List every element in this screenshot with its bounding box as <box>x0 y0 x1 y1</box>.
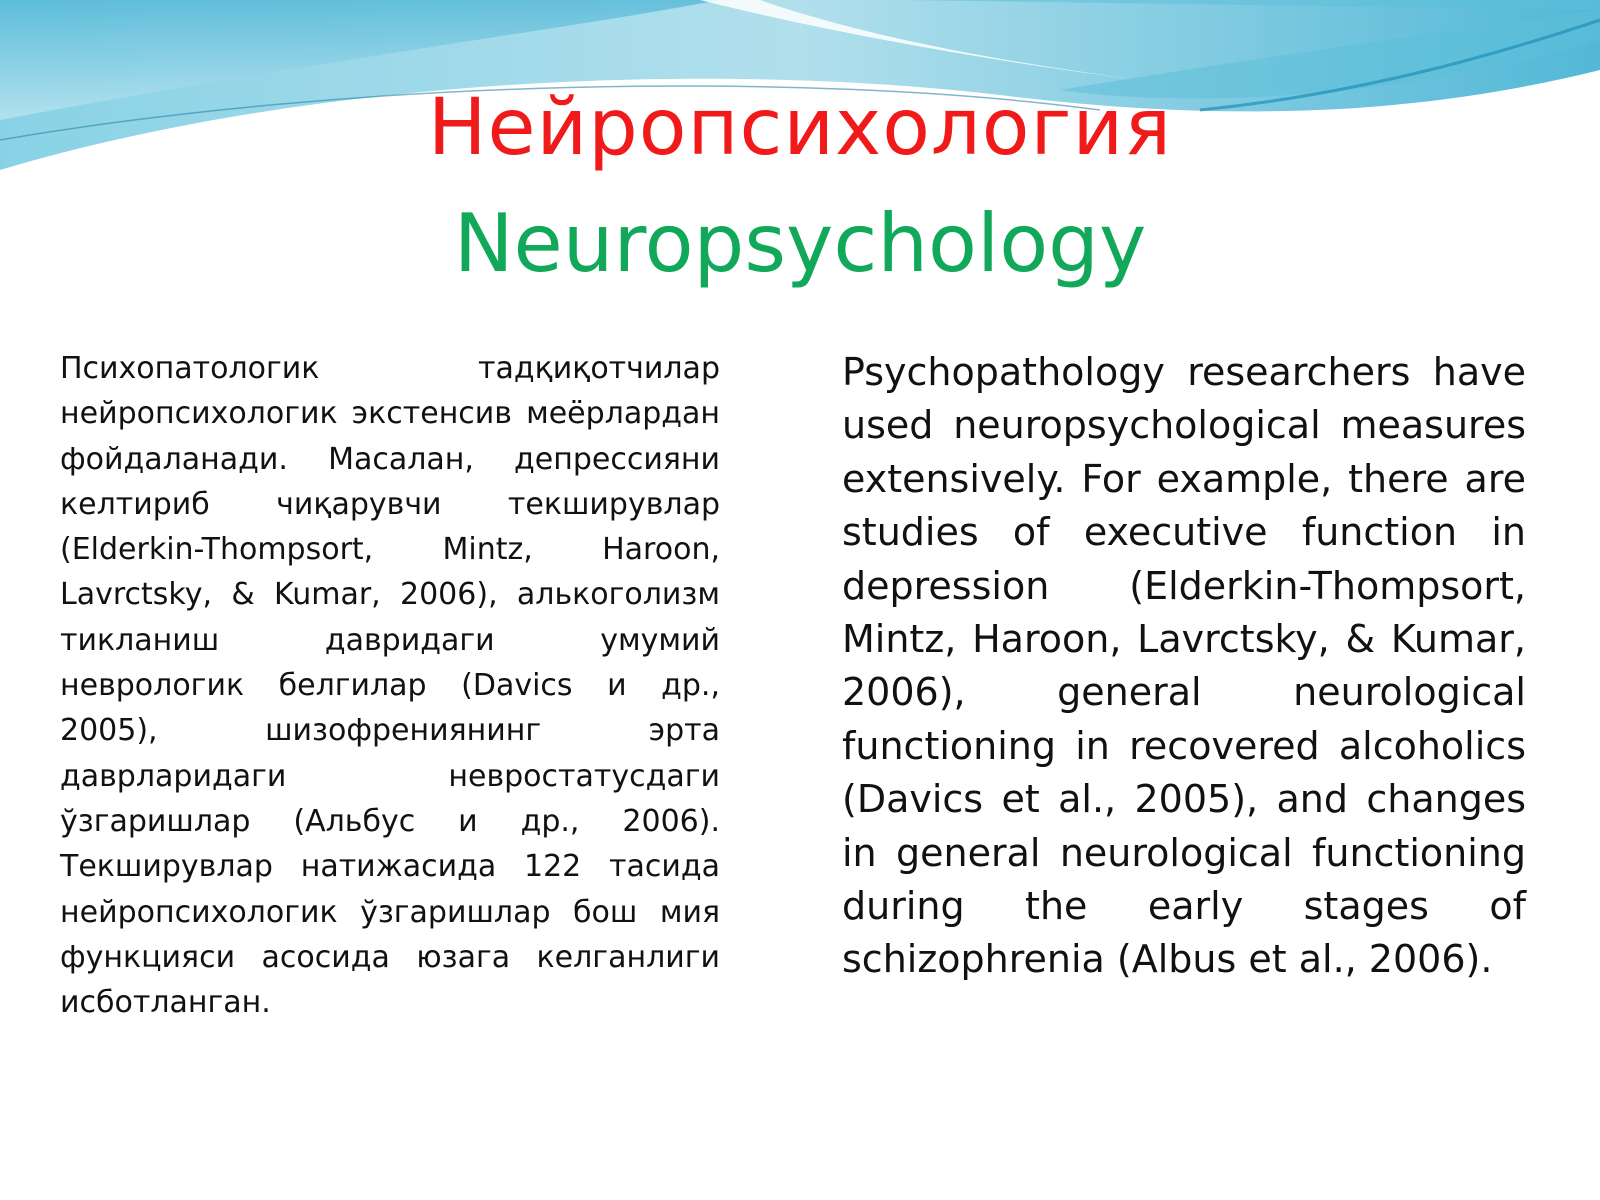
title-russian: Нейропсихология <box>427 83 1173 173</box>
title-english: Neuropsychology <box>453 197 1147 290</box>
body-text-uzbek: Психопатологик тадқиқотчилар нейропсихологик экстенсив меёрлардан фойдаланади. Масалан, депрессияни келтириб чиқарувчи текширувлар (Elderkin-Thompsort, Mintz, Haroon, Lavrctsky, & Kumar, 2006), алькоголизм тикланиш давридаги умумий неврологик белгилар (Davics и др., 2005), шизофрениянинг эрта даврларидаги невростатусдаги ўзгаришлар (Альбус и др., 2006). Текширувлар натижасида 122 тасида нейропсихологик ўзгаришлар бош мия функцияси асосида юзага келганлиги исботланган. <box>60 351 720 1021</box>
body-text-english: Psychopathology researchers have used neuropsychological measures extensively. For example, there are studies of executive function in depression (Elderkin-Thompsort, Mintz, Haroon, Lavrctsky, & Kumar, 2006), general neurological functioning in recovered alcoholics (Davics et al., 2005), and changes in general neurological functioning during the early stages of schizophrenia (Albus et al., 2006). <box>842 350 1526 982</box>
